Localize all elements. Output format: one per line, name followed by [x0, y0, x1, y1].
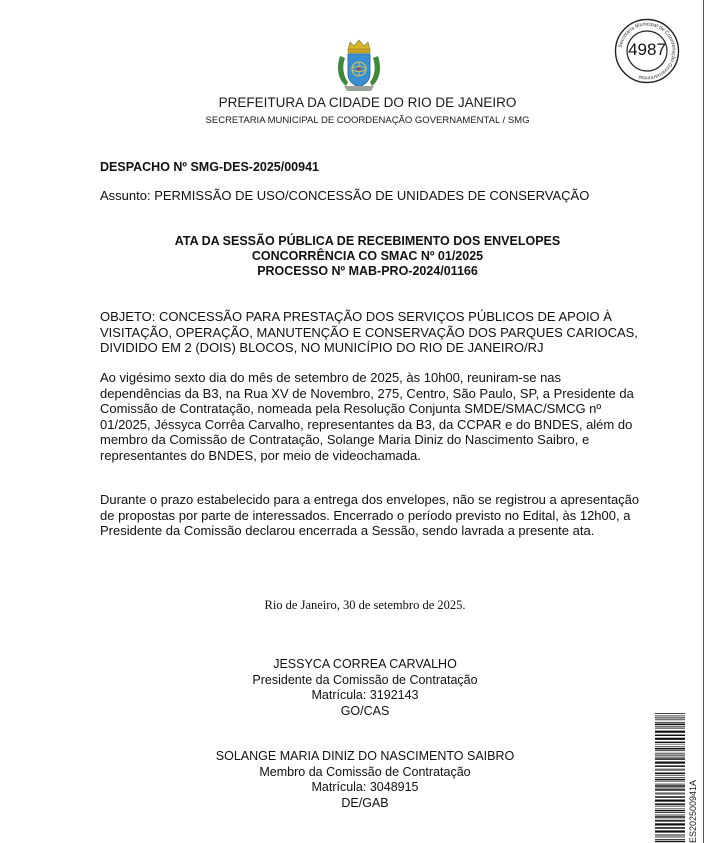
signatory-matricula: Matrícula: 3048915 — [311, 780, 419, 794]
barcode-text: ES202500941A — [688, 779, 698, 843]
barcode-bar — [655, 837, 685, 838]
barcode-bar — [655, 765, 685, 767]
signatory-role: Presidente da Comissão de Contratação — [252, 672, 478, 687]
barcode-bar — [655, 744, 685, 745]
barcode-bar — [655, 820, 685, 822]
barcode-bar — [655, 722, 685, 723]
barcode-bar — [655, 724, 685, 726]
barcode-bar — [655, 810, 685, 812]
barcode-bar — [655, 789, 685, 791]
ata-heading-line3: PROCESSO Nº MAB-PRO-2024/01166 — [257, 264, 478, 278]
barcode-bar — [655, 735, 685, 737]
barcode-bar — [655, 834, 685, 836]
barcode-bar — [655, 788, 685, 789]
barcode-bar — [655, 717, 685, 719]
barcode-bar — [655, 796, 685, 798]
date-line: Rio de Janeiro, 30 de setembro de 2025. — [264, 598, 466, 612]
signatory-matricula: Matrícula: 3192143 — [311, 688, 419, 702]
ata-heading-line2: CONCORRÊNCIA CO SMAC Nº 01/2025 — [251, 249, 484, 263]
barcode-bar — [655, 758, 685, 760]
signatory-name: JESSYCA CORREA CARVALHO — [273, 657, 457, 671]
despacho-number: DESPACHO Nº SMG-DES-2025/00941 — [100, 160, 319, 174]
ata-heading-line1: ATA DA SESSÃO PÚBLICA DE RECEBIMENTO DOS ENVELOPES — [174, 234, 561, 248]
barcode-bar — [655, 819, 685, 820]
barcode-bar — [655, 716, 685, 717]
barcode-bar — [655, 841, 685, 843]
barcode-bar — [655, 792, 685, 794]
barcode-bar — [655, 746, 685, 747]
barcode-bar — [655, 777, 685, 778]
barcode-bar — [655, 726, 685, 727]
signature-block — [0, 749, 705, 811]
ata-heading — [0, 234, 705, 279]
stamp-ring-text: Secretaria Municipal de Coordenação Governamental — [617, 21, 677, 81]
barcode-bar — [655, 800, 685, 802]
signatory-role: Membro da Comissão de Contratação — [259, 764, 471, 779]
barcode-bar — [655, 815, 685, 816]
barcode-bar — [655, 769, 685, 771]
barcode-bar — [655, 781, 685, 782]
barcode-icon — [655, 713, 685, 843]
barcode-bar — [655, 823, 685, 825]
rio-de-janeiro-coat-of-arms-icon — [336, 38, 382, 92]
barcode-bar — [655, 750, 685, 751]
barcode-bar — [655, 827, 685, 829]
barcode-bar — [655, 731, 685, 733]
barcode-bar — [655, 785, 685, 787]
signatory-name: SOLANGE MARIA DINIZ DO NASCIMENTO SAIBRO — [215, 749, 515, 763]
barcode-bar — [655, 748, 685, 750]
objeto-paragraph: OBJETO: CONCESSÃO PARA PRESTAÇÃO DOS SERVIÇOS PÚBLICOS DE APOIO À VISITAÇÃO, OPERAÇÃO, MANUTENÇÃO E CONSERVAÇÃO DOS PARQUES CARIOCAS, DIVIDIDO EM 2 (DOIS) BLOCOS, NO MUNICÍPIO DO RIO DE JANEIRO/RJ — [100, 309, 638, 355]
signatory-unit: GO/CAS — [340, 703, 390, 718]
stamp-number: 4987 — [628, 40, 666, 59]
signature-block — [0, 657, 705, 719]
header-title: PREFEITURA DA CIDADE DO RIO DE JANEIRO — [218, 95, 517, 110]
barcode-bar — [655, 762, 685, 764]
barcode-bar — [655, 806, 685, 807]
barcode-bar — [655, 773, 685, 775]
barcode-bar — [655, 830, 685, 832]
barcode-bar — [655, 753, 685, 754]
barcode-bar — [655, 727, 685, 729]
barcode-bar — [655, 742, 685, 744]
barcode-bar — [655, 816, 685, 818]
session-paragraph: Ao vigésimo sexto dia do mês de setembro de 2025, às 10h00, reuniram-se nas dependências da B3, na Rua XV de Novembro, 275, Centro, São Paulo, SP, a Presidente da Comissão de Contratação, nomeada pela Resolução Conjunta SMDE/SMAC/SMCG nº 01/2025, Jéssyca Corrêa Carvalho, representantes da B3, da CCPAR e do BNDES, além do membro da Comissão de Contratação, Solange Maria Diniz do Nascimento Saibro, e representantes do BNDES, por meio de videochamada. — [100, 370, 634, 463]
barcode-bar — [655, 808, 685, 809]
barcode-bar — [655, 775, 685, 776]
barcode-bar — [655, 803, 685, 805]
barcode-bar — [655, 754, 685, 756]
barcode-bar — [655, 779, 685, 781]
barcode-bar — [655, 839, 685, 840]
barcode-bar — [655, 757, 685, 758]
header-subtitle: SECRETARIA MUNICIPAL DE COORDENAÇÃO GOVERNAMENTAL / SMG — [205, 115, 530, 126]
barcode-bar — [655, 719, 685, 720]
signatory-unit: DE/GAB — [341, 795, 389, 810]
barcode-bar — [655, 784, 685, 785]
barcode-bar — [655, 738, 685, 740]
closing-paragraph: Durante o prazo estabelecido para a entrega dos envelopes, não se registrou a apresentação de propostas por parte de interessados. Encerrado o período previsto no Edital, às 12h00, a Presidente da Comissão declarou encerrada a Sessão, sendo lavrada a presente ata. — [100, 492, 640, 538]
subject-line: Assunto: PERMISSÃO DE USO/CONCESSÃO DE UNIDADES DE CONSERVAÇÃO — [100, 188, 590, 203]
barcode-bar — [655, 812, 685, 813]
barcode-bar — [655, 713, 685, 714]
